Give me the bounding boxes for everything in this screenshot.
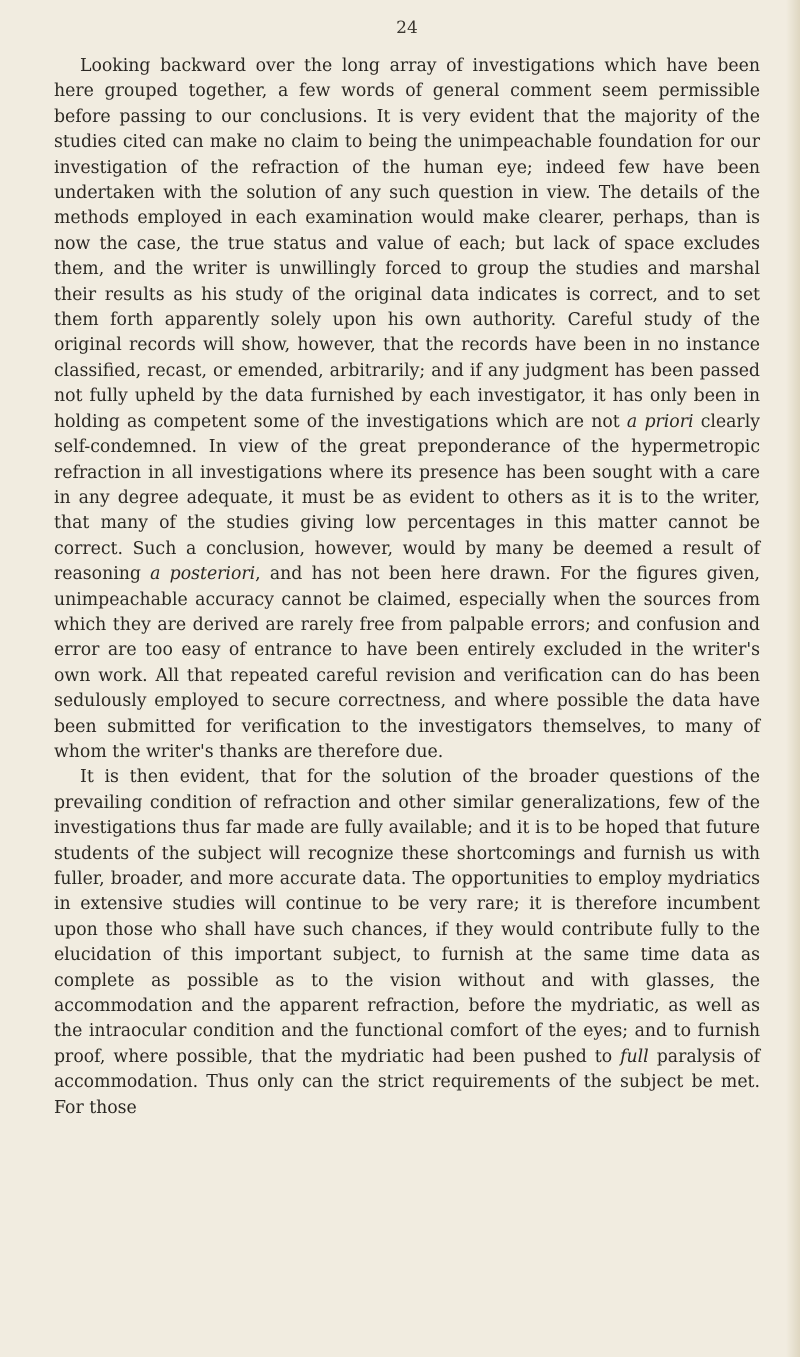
paragraph-2-text-b: paralysis of accommodation. Thus only can the strict requirements of the subject be met. For those	[54, 1046, 760, 1118]
paragraph-1-italic-a-priori: a priori	[626, 411, 694, 432]
paragraph-1-italic-a-posteriori: a posteriori	[150, 564, 256, 585]
paragraph-2-text-a: It is then evident, that for the solution of the broader questions of the prevailing condition of refraction and other similar generalizations, few of the investigations thus far made are fully available; and it is to be hoped that future students of the subject will recognize these shortcomings and furnish us with fuller, broader, and more accurate data. The opportunities to employ mydriatics in extensive studies will continue to be very rare; it is therefore incumbent upon those who shall have such chances, if they would contribute fully to the elucidation of this important subject, to furnish at the same time data as complete as possible as to the vision without and with glasses, the accommodation and the apparent refraction, before the mydriatic, as well as the intraocular condition and the functional comfort of the eyes; and to furnish proof, where possible, that the mydriatic had been pushed to	[54, 767, 760, 1067]
paragraph-2-italic-full: full	[620, 1046, 649, 1067]
paragraph-2	[54, 765, 760, 1121]
paragraph-1-text-b: clearly self-condemned. In view of the great preponderance of the hypermetropic refraction in all investigations where its presence has been sought with a care in any degree adequate, it must be as evident to others as it is to the writer, that many of the studies giving low percentages in this matter cannot be correct. Such a conclusion, however, would by many be deemed a result of reasoning	[54, 411, 760, 585]
paragraph-1	[54, 54, 760, 765]
paragraph-1-text-c: , and has not been here drawn. For the figures given, unimpeachable accuracy cannot be claimed, especially when the sources from which they are derived are rarely free from palpable errors; and confusion and error are too easy of entrance to have been entirely excluded in the writer's own work. All that repeated careful revision and verification can do has been sedulously employed to secure correctness, and where possible the data have been submitted for verification to the investigators themselves, to many of whom the writer's thanks are therefore due.	[54, 564, 760, 762]
paragraph-1-text-a: Looking backward over the long array of investigations which have been here grouped together, a few words of general comment seem permissible before passing to our conclusions. It is very evident that the majority of the studies cited can make no claim to being the unimpeachable foundation for our investigation of the refraction of the human eye; indeed few have been undertaken with the solution of any such question in view. The details of the methods employed in each examination would make clearer, perhaps, than is now the case, the true status and value of each; but lack of space excludes them, and the writer is unwillingly forced to group the studies and marshal their results as his study of the original data indicates is correct, and to set them forth apparently solely upon his own authority. Careful study of the original records will show, however, that the records have been in no instance classified, recast, or emended, arbitrarily; and if any judgment has been passed not fully upheld by the data furnished by each investigator, it has only been in holding as competent some of the investigations which are not	[54, 56, 760, 432]
page-number: 24	[396, 18, 418, 38]
page-edge-shadow	[786, 0, 800, 1357]
